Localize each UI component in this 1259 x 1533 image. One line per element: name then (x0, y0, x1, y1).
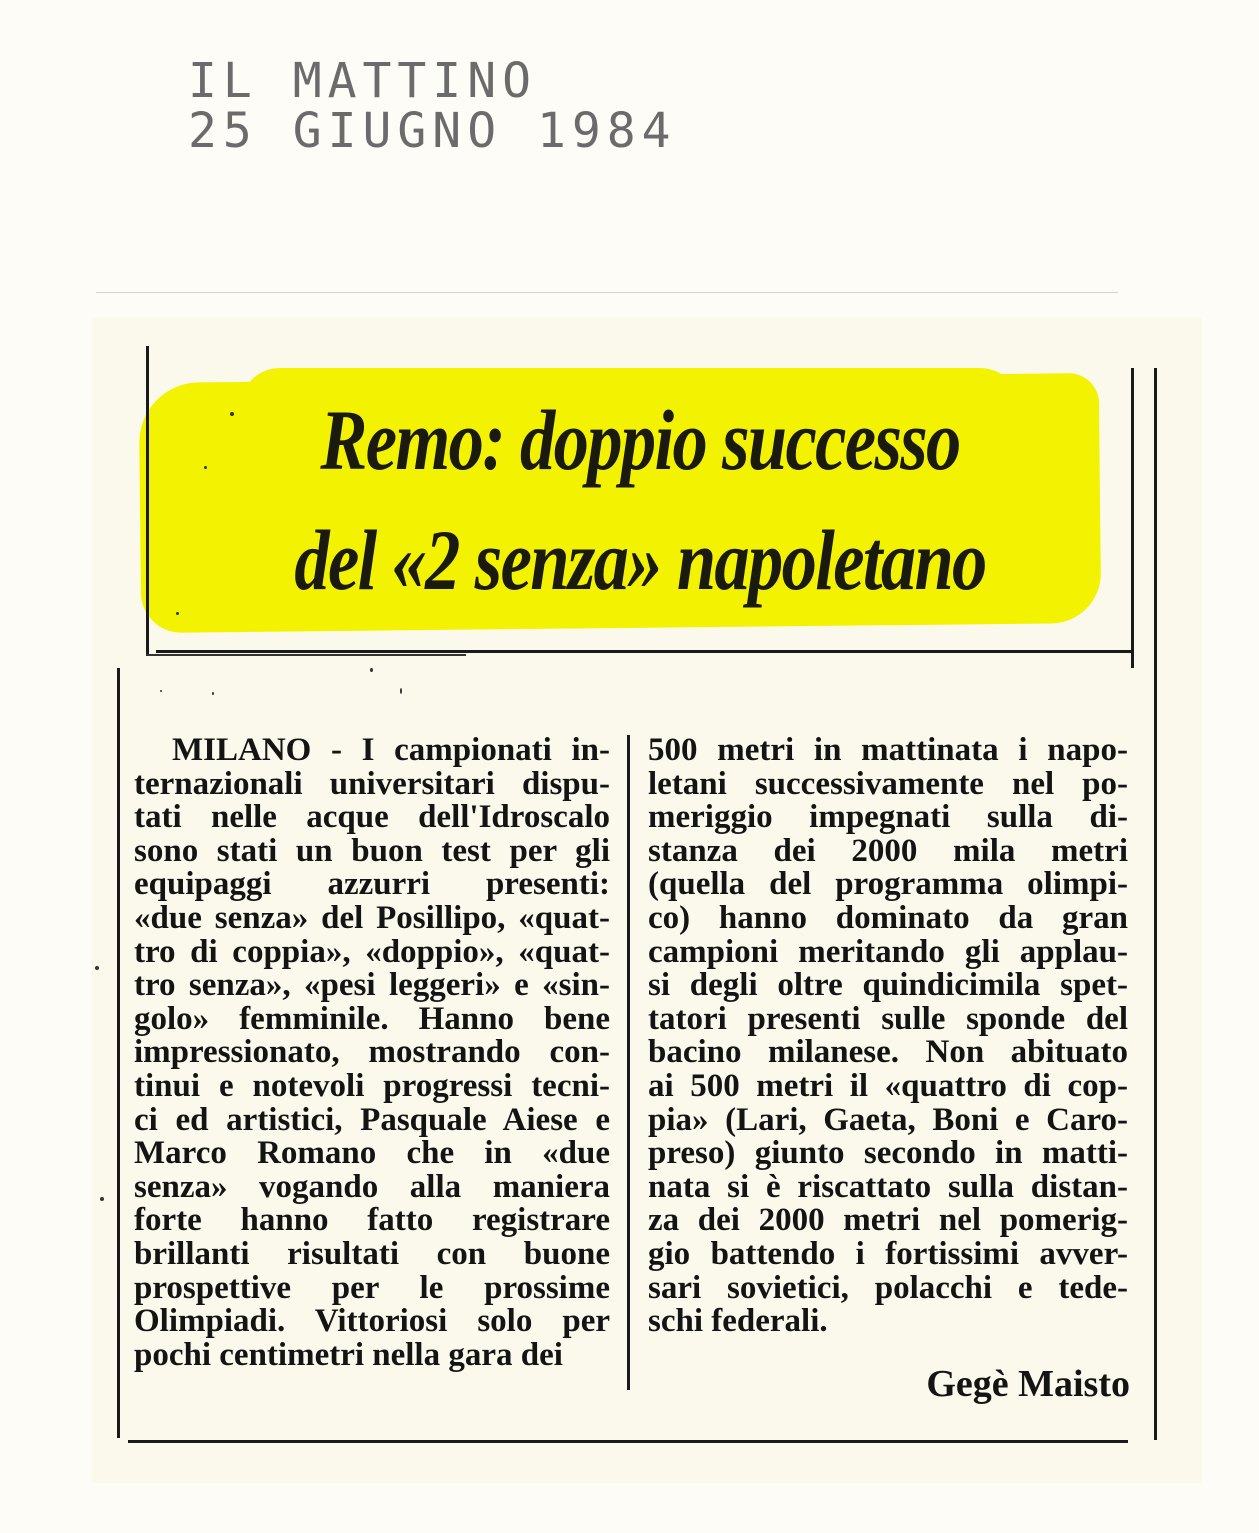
article-line: tro senza», «pesi leggeri» e «sin- (134, 969, 610, 1003)
article-line: sari sovietici, polacchi e tede- (648, 1271, 1128, 1306)
article-line: 500 metri in mattinata i napo- (648, 734, 1128, 768)
headline-under-rule (146, 654, 466, 656)
article-headline (246, 380, 1033, 620)
headline-bottom-rule (156, 650, 1132, 653)
article-line: pia» (Lari, Gaeta, Boni e Caro- (648, 1103, 1128, 1138)
article-line: impressionato, mostrando con- (134, 1036, 610, 1070)
scan-speck (400, 688, 402, 694)
headline-line-2: del «2 senza» napoletano (294, 512, 986, 608)
article-line: MILANO - I campionati in- (172, 734, 610, 768)
article-line: tati nelle acque dell'Idroscalo (134, 801, 610, 835)
article-line: letani successivamente nel po- (648, 767, 1128, 802)
article-line: ternazionali universitari dispu- (134, 767, 610, 802)
frame-rule-left-top (146, 346, 149, 656)
scan-speck (204, 466, 207, 469)
article-line: nata si è riscattato sulla distan- (648, 1170, 1128, 1205)
frame-rule-right-outer (1154, 368, 1157, 1440)
newspaper-name: IL MATTINO (188, 53, 537, 109)
article-line: bacino milanese. Non abituato (648, 1036, 1128, 1070)
scan-speck (176, 612, 179, 615)
headline-line-1: Remo: doppio successo (320, 392, 960, 488)
article-column-left (134, 734, 610, 1372)
article-line: za dei 2000 metri nel pomerig- (648, 1204, 1128, 1238)
article-line: campioni meritando gli applau- (648, 935, 1128, 970)
scan-speck (95, 966, 99, 970)
article-line: tinui e notevoli progressi tecni- (134, 1069, 610, 1104)
article-line: forte hanno fatto registrare (134, 1204, 610, 1238)
article-line: (quella del programma olimpi- (648, 868, 1128, 902)
publication-date: 25 GIUGNO 1984 (188, 103, 677, 159)
frame-rule-bottom (128, 1440, 1128, 1443)
scan-speck (100, 1197, 104, 1201)
scan-speck (370, 668, 373, 672)
article-line: tatori presenti sulle sponde del (648, 1002, 1128, 1037)
scan-speck (212, 692, 214, 695)
article-byline: Gegè Maisto (926, 1363, 1130, 1405)
article-line: schi federali. (648, 1305, 828, 1339)
column-divider (627, 735, 630, 1390)
article-line: si degli oltre quindicimila spet- (648, 969, 1128, 1003)
article-line: tro di coppia», «doppio», «quat- (134, 935, 610, 970)
article-line: stanza dei 2000 mila metri (648, 834, 1128, 869)
frame-rule-right-inner (1131, 368, 1134, 668)
article-line: prospettive per le prossime (134, 1271, 610, 1306)
article-line: ai 500 metri il «quattro di cop- (648, 1069, 1128, 1104)
article-line: «due senza» del Posillipo, «quat- (134, 901, 610, 936)
article-line: senza» vogando alla maniera (134, 1170, 610, 1205)
article-line: pochi centimetri nella gara dei (134, 1338, 563, 1373)
article-line: preso) giunto secondo in matti- (648, 1137, 1128, 1171)
frame-rule-left (117, 668, 120, 1438)
article-line: gio battendo i fortissimi avver- (648, 1237, 1128, 1272)
article-line: golo» femminile. Hanno bene (134, 1002, 610, 1037)
article-line: equipaggi azzurri presenti: (134, 868, 610, 902)
article-line: brillanti risultati con buone (134, 1237, 610, 1272)
article-column-right (648, 734, 1128, 1339)
article-line: meriggio impegnati sulla di- (648, 801, 1128, 835)
article-line: Marco Romano che in «due (134, 1137, 610, 1171)
scan-speck (160, 690, 162, 692)
newspaper-stamp (188, 53, 677, 159)
scan-speck (230, 412, 234, 416)
sheet-edge-divider (96, 292, 1118, 293)
article-line: Olimpiadi. Vittoriosi solo per (134, 1305, 610, 1339)
article-line: co) hanno dominato da gran (648, 901, 1128, 936)
article-line: ci ed artistici, Pasquale Aiese e (134, 1103, 610, 1138)
article-line: sono stati un buon test per gli (134, 834, 610, 869)
